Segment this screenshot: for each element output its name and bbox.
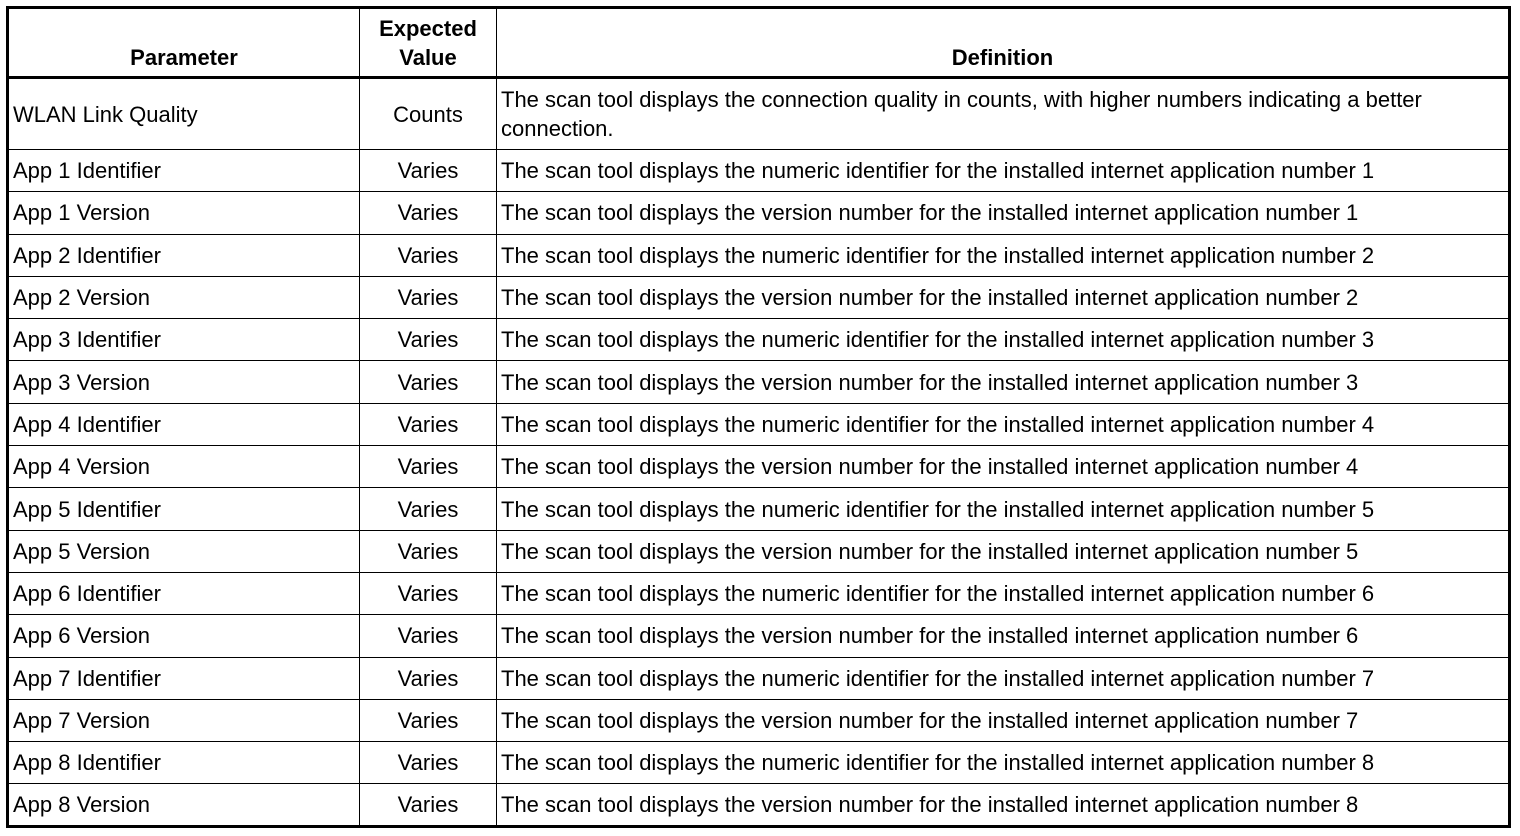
cell-parameter: WLAN Link Quality: [8, 78, 360, 150]
cell-definition: The scan tool displays the connection quality in counts, with higher numbers indicating a better connection.: [497, 78, 1510, 150]
table-row: [8, 319, 1510, 361]
cell-definition: The scan tool displays the numeric identifier for the installed internet application number 8: [497, 742, 1510, 784]
table-row: [8, 657, 1510, 699]
cell-parameter: App 5 Version: [8, 530, 360, 572]
cell-parameter: App 7 Identifier: [8, 657, 360, 699]
cell-parameter: App 8 Version: [8, 784, 360, 826]
table-row: [8, 234, 1510, 276]
cell-expected-value: Varies: [360, 742, 497, 784]
header-definition: Definition: [497, 8, 1510, 78]
cell-expected-value: Varies: [360, 150, 497, 192]
cell-definition: The scan tool displays the version number for the installed internet application number 8: [497, 784, 1510, 826]
cell-expected-value: Varies: [360, 361, 497, 403]
cell-expected-value: Varies: [360, 276, 497, 318]
cell-definition: The scan tool displays the numeric identifier for the installed internet application number 4: [497, 403, 1510, 445]
header-expected-value: Expected Value: [360, 8, 497, 78]
table-row: [8, 784, 1510, 826]
cell-parameter: App 6 Identifier: [8, 572, 360, 614]
cell-definition: The scan tool displays the version number for the installed internet application number 5: [497, 530, 1510, 572]
cell-expected-value: Varies: [360, 699, 497, 741]
table-row: [8, 192, 1510, 234]
cell-definition: The scan tool displays the numeric identifier for the installed internet application number 5: [497, 488, 1510, 530]
cell-expected-value: Varies: [360, 572, 497, 614]
table-row: [8, 572, 1510, 614]
table-row: [8, 530, 1510, 572]
cell-definition: The scan tool displays the numeric identifier for the installed internet application number 6: [497, 572, 1510, 614]
cell-definition: The scan tool displays the version number for the installed internet application number 6: [497, 615, 1510, 657]
cell-definition: The scan tool displays the version number for the installed internet application number 2: [497, 276, 1510, 318]
cell-parameter: App 6 Version: [8, 615, 360, 657]
cell-definition: The scan tool displays the numeric identifier for the installed internet application number 7: [497, 657, 1510, 699]
cell-expected-value: Varies: [360, 657, 497, 699]
header-parameter: Parameter: [8, 8, 360, 78]
cell-expected-value: Varies: [360, 784, 497, 826]
cell-expected-value: Varies: [360, 319, 497, 361]
table-row: [8, 488, 1510, 530]
cell-parameter: App 4 Version: [8, 446, 360, 488]
table-row: [8, 78, 1510, 150]
cell-expected-value: Varies: [360, 234, 497, 276]
cell-expected-value: Varies: [360, 192, 497, 234]
cell-parameter: App 1 Identifier: [8, 150, 360, 192]
cell-parameter: App 1 Version: [8, 192, 360, 234]
cell-parameter: App 5 Identifier: [8, 488, 360, 530]
table-row: [8, 615, 1510, 657]
table-row: [8, 446, 1510, 488]
cell-parameter: App 7 Version: [8, 699, 360, 741]
table-row: [8, 150, 1510, 192]
header-row: [8, 8, 1510, 78]
table-row: [8, 699, 1510, 741]
cell-definition: The scan tool displays the version number for the installed internet application number 3: [497, 361, 1510, 403]
cell-expected-value: Varies: [360, 446, 497, 488]
cell-definition: The scan tool displays the numeric identifier for the installed internet application number 2: [497, 234, 1510, 276]
cell-parameter: App 3 Version: [8, 361, 360, 403]
cell-expected-value: Varies: [360, 615, 497, 657]
table-row: [8, 361, 1510, 403]
cell-definition: The scan tool displays the numeric identifier for the installed internet application number 1: [497, 150, 1510, 192]
cell-definition: The scan tool displays the version number for the installed internet application number 4: [497, 446, 1510, 488]
cell-parameter: App 4 Identifier: [8, 403, 360, 445]
cell-parameter: App 2 Identifier: [8, 234, 360, 276]
cell-parameter: App 2 Version: [8, 276, 360, 318]
cell-definition: The scan tool displays the version number for the installed internet application number 1: [497, 192, 1510, 234]
table-row: [8, 403, 1510, 445]
table-row: [8, 742, 1510, 784]
table-header: [8, 8, 1510, 78]
cell-parameter: App 3 Identifier: [8, 319, 360, 361]
table-row: [8, 276, 1510, 318]
cell-expected-value: Counts: [360, 78, 497, 150]
table-body: [8, 78, 1510, 827]
cell-definition: The scan tool displays the version number for the installed internet application number 7: [497, 699, 1510, 741]
cell-expected-value: Varies: [360, 403, 497, 445]
cell-expected-value: Varies: [360, 488, 497, 530]
parameter-table: [6, 6, 1511, 828]
cell-definition: The scan tool displays the numeric identifier for the installed internet application number 3: [497, 319, 1510, 361]
cell-parameter: App 8 Identifier: [8, 742, 360, 784]
cell-expected-value: Varies: [360, 530, 497, 572]
